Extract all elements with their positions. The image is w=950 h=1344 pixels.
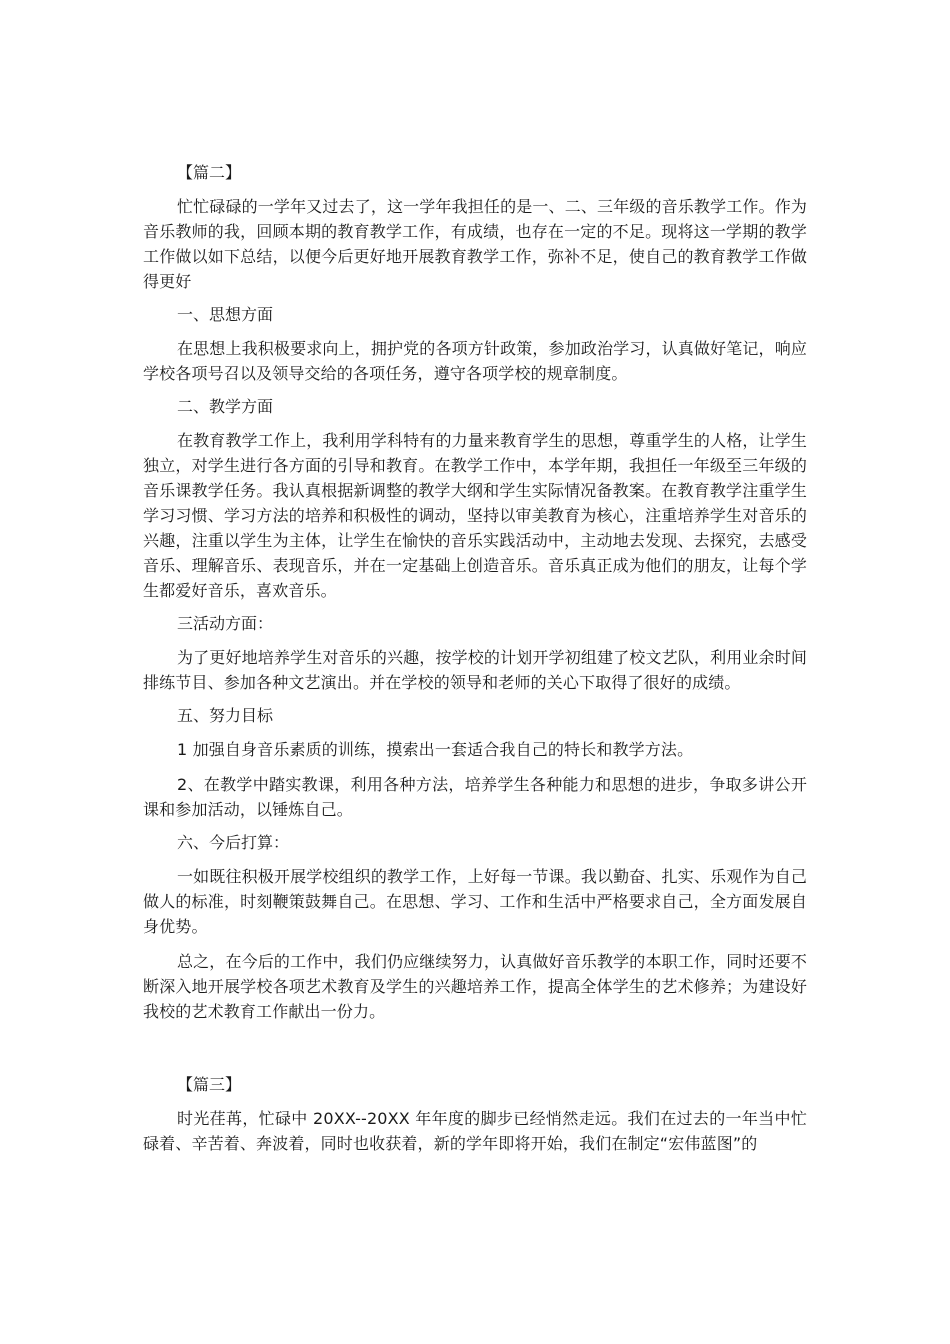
- paragraph-goal-2: 2、在教学中踏实教课，利用各种方法，培养学生各种能力和思想的进步，争取多讲公开课和参加活动，以锤炼自己。: [143, 775, 807, 819]
- paragraph-activities: 为了更好地培养学生对音乐的兴趣，按学校的计划开学初组建了校文艺队，利用业余时间排练节目、参加各种文艺演出。并在学校的领导和老师的关心下取得了很好的成绩。: [143, 648, 807, 692]
- paragraph-intro-part3: 时光荏苒，忙碌中 20XX--20XX 年年度的脚步已经悄然走远。我们在过去的一年当中忙碌着、辛苦着、奔波着，同时也收获着，新的学年即将开始，我们在制定“宏伟蓝图”的: [143, 1109, 807, 1153]
- paragraph-goal-1: 1 加强自身音乐素质的训练，摸索出一套适合我自己的特长和教学方法。: [177, 740, 694, 759]
- section-title-part2: 【篇二】: [177, 163, 242, 182]
- section-title-part3: 【篇三】: [177, 1075, 242, 1094]
- subheading-activities: 三活动方面：: [177, 614, 274, 633]
- subheading-goals: 五、努力目标: [177, 706, 274, 725]
- spacer: [143, 762, 807, 772]
- subheading-teaching: 二、教学方面: [177, 397, 274, 416]
- spacer: [143, 1024, 807, 1070]
- paragraph-conclusion: 总之，在今后的工作中，我们仍应继续努力，认真做好音乐教学的本职工作，同时还要不断深入地开展学校各项艺术教育及学生的兴趣培养工作，提高全体学生的艺术修养；为建设好我校的艺术教育工作献出一份力。: [143, 952, 807, 1021]
- paragraph-future-plans: 一如既往积极开展学校组织的教学工作，上好每一节课。我以勤奋、扎实、乐观作为自己做人的标准，时刻鞭策鼓舞自己。在思想、学习、工作和生活中严格要求自己，全方面发展自身优势。: [143, 867, 807, 936]
- paragraph-thought: 在思想上我积极要求向上，拥护党的各项方针政策，参加政治学习，认真做好笔记，响应学校各项号召以及领导交给的各项任务，遵守各项学校的规章制度。: [143, 339, 807, 383]
- paragraph-intro-part2: 忙忙碌碌的一学年又过去了，这一学年我担任的是一、二、三年级的音乐教学工作。作为音乐教师的我，回顾本期的教育教学工作，有成绩，也存在一定的不足。现将这一学期的教学工作做以如下总结，以便今后更好地开展教育教学工作，弥补不足，使自己的教育教学工作做得更好: [143, 197, 807, 291]
- subheading-future-plans: 六、今后打算：: [177, 833, 290, 852]
- subheading-thought: 一、思想方面: [177, 305, 274, 324]
- paragraph-teaching: 在教育教学工作上，我利用学科特有的力量来教育学生的思想，尊重学生的人格，让学生独立，对学生进行各方面的引导和教育。在教学工作中，本学年期，我担任一年级至三年级的音乐课教学任务。我认真根据新调整的教学大纲和学生实际情况备教案。在教育教学注重学生学习习惯、学习方法的培养和积极性的调动，坚持以审美教育为核心，注重培养学生对音乐的兴趣，注重以学生为主体，让学生在愉快的音乐实践活动中，主动地去发现、去探究，去感受音乐、理解音乐、表现音乐，并在一定基础上创造音乐。音乐真正成为他们的朋友，让每个学生都爱好音乐，喜欢音乐。: [143, 431, 807, 600]
- document-page: [143, 158, 807, 1156]
- spacer: [143, 939, 807, 949]
